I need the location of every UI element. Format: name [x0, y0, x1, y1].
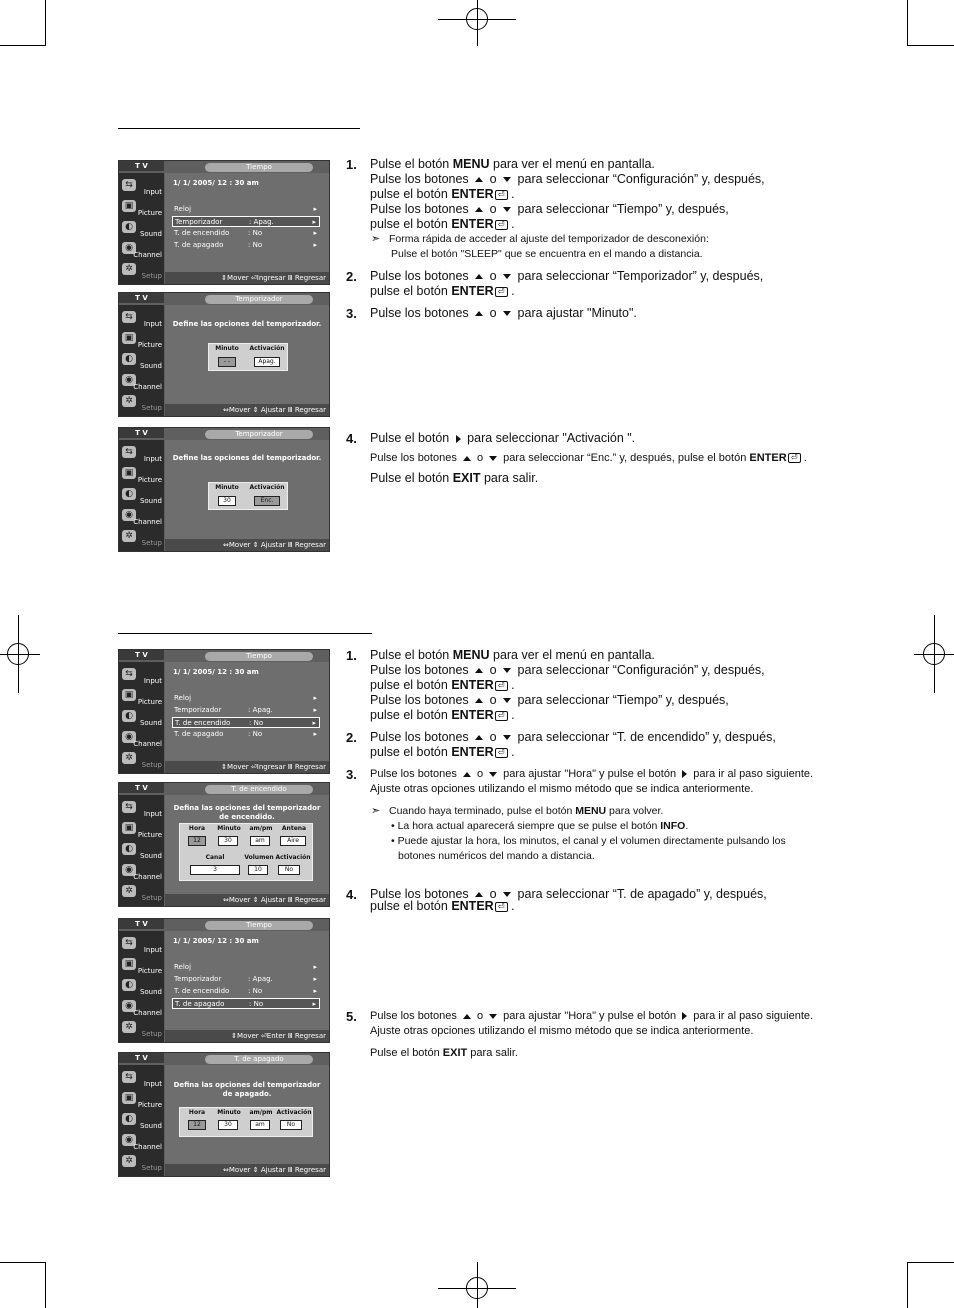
label-antena: Antena — [281, 825, 307, 832]
note-encendido: ➣ Cuando haya terminado, pulse el botón MENU para volver. • La hora actual aparecerá siempre que se pulse el botón INFO. • Puede ajustar la hora, los minutos, el canal y el volumen directamente pulsando los botones numéricos del mando a distancia. — [371, 805, 786, 862]
arrow-right-icon: ▸ — [313, 975, 317, 983]
up-arrow-icon — [475, 735, 483, 740]
picture-icon: ▣ — [122, 332, 136, 344]
osd-title: Tiempo — [205, 921, 313, 930]
sound-icon: ◐ — [122, 353, 136, 365]
input-icon: ⇆ — [122, 311, 136, 323]
step-number: 3. — [346, 306, 357, 321]
note-arrow-icon: ➣ — [371, 805, 381, 817]
input-icon: ⇆ — [122, 179, 136, 191]
osd-tv-label: T V — [119, 783, 164, 793]
up-arrow-icon — [475, 892, 483, 897]
gear-icon: ✲ — [122, 1021, 136, 1033]
step-number: 1. — [346, 157, 357, 172]
gear-icon: ✲ — [122, 752, 136, 764]
osd-side-input[interactable]: ⇆ Input — [119, 444, 164, 465]
up-arrow-icon — [475, 311, 483, 316]
enter-icon: ⏎ — [495, 681, 508, 691]
menu-row-temporizador[interactable]: Temporizador : Apag. ▸ — [174, 706, 317, 714]
osd-side-channel[interactable]: ◉ Channel — [119, 507, 164, 528]
crop-mark — [908, 45, 954, 46]
step-body: Pulse el botón MENU para ver el menú en pantalla. Pulse los botones o para seleccionar “Configuración” y, después, pulse el botón ENTER ⏎ . Pulse los botones o para seleccionar “Tiempo” y, después, pulse el botón ENTER ⏎ . — [370, 157, 765, 231]
osd-side-input[interactable]: ⇆ Input — [119, 799, 164, 820]
minuto-field[interactable]: 30 — [218, 1120, 238, 1130]
osd-side-input[interactable]: ⇆ Input — [119, 1069, 164, 1090]
osd-side-channel[interactable]: ◉ Channel — [119, 1132, 164, 1153]
label-volumen: Volumen — [244, 854, 274, 861]
activacion-field[interactable]: Apag. — [254, 357, 280, 367]
osd-side-setup[interactable]: ✲ Setup — [119, 883, 164, 904]
osd-side-channel[interactable]: ◉ Channel — [119, 240, 164, 261]
crop-mark — [45, 1262, 46, 1308]
osd-sidebar — [119, 662, 164, 773]
osd-temporizador-screen-1 — [118, 292, 330, 417]
channel-icon: ◉ — [122, 509, 136, 521]
enter-icon: ⏎ — [788, 453, 801, 463]
sound-icon: ◐ — [122, 843, 136, 855]
down-arrow-icon — [489, 1014, 497, 1019]
osd-side-picture[interactable]: ▣ Picture — [119, 956, 164, 977]
osd-side-sound[interactable]: ◐ Sound — [119, 841, 164, 862]
arrow-right-icon: ▸ — [313, 706, 317, 714]
osd-side-picture[interactable]: ▣ Picture — [119, 1090, 164, 1111]
volumen-field[interactable]: 10 — [248, 865, 268, 875]
activacion-field[interactable]: Enc. — [254, 496, 280, 506]
hora-field[interactable]: 12 — [188, 836, 206, 846]
osd-main — [165, 1065, 329, 1164]
osd-side-setup[interactable]: ✲ Setup — [119, 528, 164, 549]
down-arrow-icon — [503, 311, 511, 316]
osd-side-picture[interactable]: ▣ Picture — [119, 687, 164, 708]
osd-side-sound[interactable]: ◐ Sound — [119, 708, 164, 729]
crop-mark — [908, 1262, 954, 1263]
arrow-right-icon: ▸ — [313, 963, 317, 971]
osd-temporizador-screen-2 — [118, 427, 330, 552]
input-icon: ⇆ — [122, 801, 136, 813]
osd-tiempo-screen-2 — [118, 649, 330, 774]
osd-main — [165, 662, 329, 761]
up-arrow-icon — [475, 207, 483, 212]
down-arrow-icon — [503, 668, 511, 673]
channel-icon: ◉ — [122, 864, 136, 876]
osd-side-channel[interactable]: ◉ Channel — [119, 372, 164, 393]
osd-side-sound[interactable]: ◐ Sound — [119, 219, 164, 240]
menu-row-reloj[interactable]: Reloj ▸ — [174, 963, 317, 971]
arrow-right-icon: ▸ — [313, 987, 317, 995]
osd-main — [165, 931, 329, 1030]
gear-icon: ✲ — [122, 263, 136, 275]
minuto-field[interactable]: - - — [218, 357, 236, 367]
channel-icon: ◉ — [122, 1000, 136, 1012]
step-number: 4. — [346, 431, 357, 446]
minuto-field[interactable]: 30 — [218, 836, 238, 846]
label-minuto: Minuto — [215, 345, 239, 352]
right-arrow-icon — [456, 435, 461, 443]
up-arrow-icon — [475, 274, 483, 279]
channel-icon: ◉ — [122, 374, 136, 386]
crop-mark — [0, 45, 46, 46]
step-number: 1. — [346, 648, 357, 663]
down-arrow-icon — [503, 274, 511, 279]
osd-side-setup[interactable]: ✲ Setup — [119, 1019, 164, 1040]
picture-icon: ▣ — [122, 822, 136, 834]
label-minuto: Minuto — [217, 825, 241, 832]
step-number: 2. — [346, 269, 357, 284]
osd-title: Tiempo — [205, 652, 313, 661]
gear-icon: ✲ — [122, 885, 136, 897]
timer-panel — [179, 823, 313, 881]
up-arrow-icon — [475, 177, 483, 182]
osd-main — [165, 440, 329, 539]
osd-side-sound[interactable]: ◐ Sound — [119, 1111, 164, 1132]
sound-icon: ◐ — [122, 979, 136, 991]
registration-line — [477, 0, 478, 46]
menu-row-encendido[interactable]: T. de encendido : No ▸ — [174, 987, 317, 995]
label-hora: Hora — [188, 1109, 206, 1116]
osd-title: Temporizador — [205, 295, 313, 304]
osd-tv-label: T V — [119, 428, 164, 438]
step-body: Pulse el botón MENU para ver el menú en pantalla. Pulse los botones o para seleccionar “Configuración” y, después, pulse el botón ENTER ⏎ . Pulse los botones o para seleccionar “Tiempo” y, después, pulse el botón ENTER ⏎ . — [370, 648, 765, 722]
osd-footer: ⇔Mover ⇕ Ajustar Ⅲ Regresar — [165, 404, 329, 416]
osd-side-sound[interactable]: ◐ Sound — [119, 351, 164, 372]
timer-panel — [208, 343, 288, 371]
osd-date: 1/ 1/ 2005/ 12 : 30 am — [173, 179, 259, 187]
crop-mark — [907, 0, 908, 46]
note-sleep: ➣ Forma rápida de acceder al ajuste del temporizador de desconexión: Pulse el botón "SLEEP" que se encuentra en el mando a distancia. — [371, 233, 709, 260]
step-number: 5. — [346, 1009, 357, 1024]
osd-description: Defina las opciones del temporizador de encendido. — [173, 804, 321, 821]
enter-icon: ⏎ — [495, 190, 508, 200]
osd-date: 1/ 1/ 2005/ 12 : 30 am — [173, 668, 259, 676]
menu-row-reloj[interactable]: Reloj ▸ — [174, 694, 317, 702]
registration-line — [477, 1262, 478, 1308]
sound-icon: ◐ — [122, 221, 136, 233]
picture-icon: ▣ — [122, 689, 136, 701]
osd-side-channel[interactable]: ◉ Channel — [119, 862, 164, 883]
up-arrow-icon — [463, 1014, 471, 1019]
osd-title: Tiempo — [205, 163, 313, 172]
channel-icon: ◉ — [122, 731, 136, 743]
osd-side-setup[interactable]: ✲ Setup — [119, 750, 164, 771]
osd-footer: ⇕Mover ⏎Ingresar Ⅲ Regresar — [165, 272, 329, 284]
osd-tiempo-screen-3 — [118, 918, 330, 1043]
input-icon: ⇆ — [122, 937, 136, 949]
gear-icon: ✲ — [122, 1155, 136, 1167]
crop-mark — [0, 1262, 46, 1263]
step-number: 3. — [346, 767, 357, 782]
antena-field[interactable]: Aire — [280, 836, 306, 846]
down-arrow-icon — [503, 735, 511, 740]
osd-sidebar — [119, 440, 164, 551]
picture-icon: ▣ — [122, 958, 136, 970]
step-number: 4. — [346, 887, 357, 902]
osd-side-picture[interactable]: ▣ Picture — [119, 198, 164, 219]
hora-field[interactable]: 12 — [188, 1120, 206, 1130]
label-activacion: Activación — [276, 1109, 312, 1116]
step-body: Pulse los botones o para ajustar "Minuto". — [370, 306, 637, 320]
up-arrow-icon — [475, 698, 483, 703]
right-arrow-icon — [682, 770, 687, 778]
up-arrow-icon — [463, 772, 471, 777]
right-arrow-icon — [682, 1012, 687, 1020]
osd-tv-label: T V — [119, 650, 164, 660]
osd-main — [165, 305, 329, 404]
section-rule — [118, 633, 372, 634]
osd-side-setup[interactable]: ✲ Setup — [119, 261, 164, 282]
enter-icon: ⏎ — [495, 287, 508, 297]
enter-icon: ⏎ — [495, 902, 508, 912]
menu-row-temporizador[interactable]: Temporizador : Apag. ▸ — [172, 216, 320, 227]
note-arrow-icon: ➣ — [371, 233, 381, 245]
osd-side-input[interactable]: ⇆ Input — [119, 177, 164, 198]
input-icon: ⇆ — [122, 1071, 136, 1083]
step-body: Pulse los botones o para seleccionar “T. de encendido” y, después, pulse el botón ENTER ⏎ . — [370, 730, 776, 759]
crop-mark — [45, 0, 46, 46]
osd-side-setup[interactable]: ✲ Setup — [119, 1153, 164, 1174]
arrow-right-icon: ▸ — [312, 1000, 316, 1008]
enter-icon: ⏎ — [495, 711, 508, 721]
down-arrow-icon — [503, 177, 511, 182]
osd-side-sound[interactable]: ◐ Sound — [119, 977, 164, 998]
timer-panel — [208, 482, 288, 510]
osd-side-picture[interactable]: ▣ Picture — [119, 820, 164, 841]
arrow-right-icon: ▸ — [313, 694, 317, 702]
arrow-right-icon: ▸ — [312, 218, 316, 226]
timer-panel — [179, 1107, 313, 1137]
osd-description: Defina las opciones del temporizador de apagado. — [173, 1081, 321, 1098]
label-activacion: Activación — [249, 484, 285, 491]
arrow-right-icon: ▸ — [313, 730, 317, 738]
down-arrow-icon — [489, 456, 497, 461]
channel-icon: ◉ — [122, 242, 136, 254]
up-arrow-icon — [475, 668, 483, 673]
menu-row-encendido[interactable]: T. de encendido : No ▸ — [174, 229, 317, 237]
osd-side-channel[interactable]: ◉ Channel — [119, 998, 164, 1019]
osd-apagado-screen — [118, 1052, 330, 1177]
step-body: Pulse los botones o para ajustar "Hora" y pulse el botón para ir al paso siguiente. Ajuste otras opciones utilizando el mismo método que se indica anteriormente. Pulse el botón EXIT para salir. — [370, 1010, 814, 1059]
osd-side-input[interactable]: ⇆ Input — [119, 935, 164, 956]
canal-field[interactable]: 3 — [190, 865, 240, 875]
osd-title: T. de apagado — [205, 1055, 313, 1064]
osd-footer: ⇕Mover ⏎Enter Ⅲ Regresar — [165, 1030, 329, 1042]
crop-mark — [907, 1262, 908, 1308]
ampm-field[interactable]: am — [250, 1120, 270, 1130]
label-ampm: am/pm — [249, 825, 273, 832]
osd-footer: ⇔Mover ⇕ Ajustar Ⅲ Regresar — [165, 539, 329, 551]
arrow-right-icon: ▸ — [313, 229, 317, 237]
osd-title: T. de encendido — [205, 785, 313, 794]
osd-tiempo-screen-1 — [118, 160, 330, 285]
osd-footer: ⇔Mover ⇕ Ajustar Ⅲ Regresar — [165, 894, 329, 906]
step-body: Pulse los botones o para seleccionar “T. de apagado” y, después, pulse el botón ENTER ⏎ . — [370, 887, 767, 913]
osd-footer: ⇕Mover ⏎Ingresar Ⅲ Regresar — [165, 761, 329, 773]
osd-sidebar — [119, 1065, 164, 1176]
step-body: Pulse los botones o para seleccionar “Temporizador” y, después, pulse el botón ENTER ⏎ . — [370, 269, 764, 298]
osd-sidebar — [119, 305, 164, 416]
osd-tv-label: T V — [119, 161, 164, 171]
step-number: 2. — [346, 730, 357, 745]
label-minuto: Minuto — [215, 484, 239, 491]
picture-icon: ▣ — [122, 200, 136, 212]
down-arrow-icon — [489, 772, 497, 777]
osd-side-sound[interactable]: ◐ Sound — [119, 486, 164, 507]
down-arrow-icon — [503, 207, 511, 212]
osd-main — [165, 795, 329, 894]
menu-row-temporizador[interactable]: Temporizador : Apag. ▸ — [174, 975, 317, 983]
menu-row-encendido[interactable]: T. de encendido : No ▸ — [172, 717, 320, 728]
osd-date: 1/ 1/ 2005/ 12 : 30 am — [173, 937, 259, 945]
osd-description: Define las opciones del temporizador. — [172, 320, 322, 328]
label-minuto: Minuto — [217, 1109, 241, 1116]
gear-icon: ✲ — [122, 395, 136, 407]
registration-line — [18, 615, 19, 693]
menu-row-apagado[interactable]: T. de apagado : No ▸ — [172, 998, 320, 1009]
ampm-field[interactable]: am — [250, 836, 270, 846]
osd-main — [165, 173, 329, 272]
osd-tv-label: T V — [119, 919, 164, 929]
enter-icon: ⏎ — [495, 220, 508, 230]
activacion-field[interactable]: No — [280, 1120, 302, 1130]
osd-tv-label: T V — [119, 1053, 164, 1063]
channel-icon: ◉ — [122, 1134, 136, 1146]
osd-encendido-screen — [118, 782, 330, 907]
down-arrow-icon — [503, 698, 511, 703]
up-arrow-icon — [463, 456, 471, 461]
osd-tv-label: T V — [119, 293, 164, 303]
picture-icon: ▣ — [122, 467, 136, 479]
arrow-right-icon: ▸ — [313, 241, 317, 249]
minuto-field[interactable]: 30 — [218, 496, 236, 506]
gear-icon: ✲ — [122, 530, 136, 542]
step-body: Pulse el botón para seleccionar "Activación ". Pulse los botones o para seleccionar “Enc.” y, después, pulse el botón ENTER ⏎ . Pulse el botón EXIT para salir. — [370, 431, 807, 485]
arrow-right-icon: ▸ — [313, 205, 317, 213]
section-rule — [118, 128, 360, 129]
down-arrow-icon — [503, 892, 511, 897]
label-ampm: am/pm — [249, 1109, 273, 1116]
arrow-right-icon: ▸ — [312, 719, 316, 727]
osd-side-input[interactable]: ⇆ Input — [119, 666, 164, 687]
sound-icon: ◐ — [122, 488, 136, 500]
osd-side-picture[interactable]: ▣ Picture — [119, 465, 164, 486]
menu-row-apagado[interactable]: T. de apagado : No ▸ — [174, 241, 317, 249]
label-canal: Canal — [205, 854, 225, 861]
input-icon: ⇆ — [122, 446, 136, 458]
enter-icon: ⏎ — [495, 748, 508, 758]
picture-icon: ▣ — [122, 1092, 136, 1104]
menu-row-apagado[interactable]: T. de apagado : No ▸ — [174, 730, 317, 738]
label-activacion: Activación — [249, 345, 285, 352]
step-body: Pulse los botones o para ajustar "Hora" y pulse el botón para ir al paso siguiente. Ajuste otras opciones utilizando el mismo método que se indica anteriormente. — [370, 768, 814, 795]
osd-sidebar — [119, 931, 164, 1042]
sound-icon: ◐ — [122, 1113, 136, 1125]
menu-row-reloj[interactable]: Reloj ▸ — [174, 205, 317, 213]
osd-title: Temporizador — [205, 430, 313, 439]
osd-side-input[interactable]: ⇆ Input — [119, 309, 164, 330]
osd-description: Define las opciones del temporizador. — [172, 454, 322, 462]
osd-side-picture[interactable]: ▣ Picture — [119, 330, 164, 351]
label-activacion: Activación — [275, 854, 311, 861]
osd-footer: ⇔Mover ⇕ Ajustar Ⅲ Regresar — [165, 1164, 329, 1176]
osd-sidebar — [119, 795, 164, 906]
osd-side-channel[interactable]: ◉ Channel — [119, 729, 164, 750]
registration-line — [0, 654, 40, 655]
activacion-field[interactable]: No — [278, 865, 300, 875]
registration-line — [934, 615, 935, 693]
sound-icon: ◐ — [122, 710, 136, 722]
osd-side-setup[interactable]: ✲ Setup — [119, 393, 164, 414]
input-icon: ⇆ — [122, 668, 136, 680]
label-hora: Hora — [188, 825, 206, 832]
osd-sidebar — [119, 173, 164, 284]
